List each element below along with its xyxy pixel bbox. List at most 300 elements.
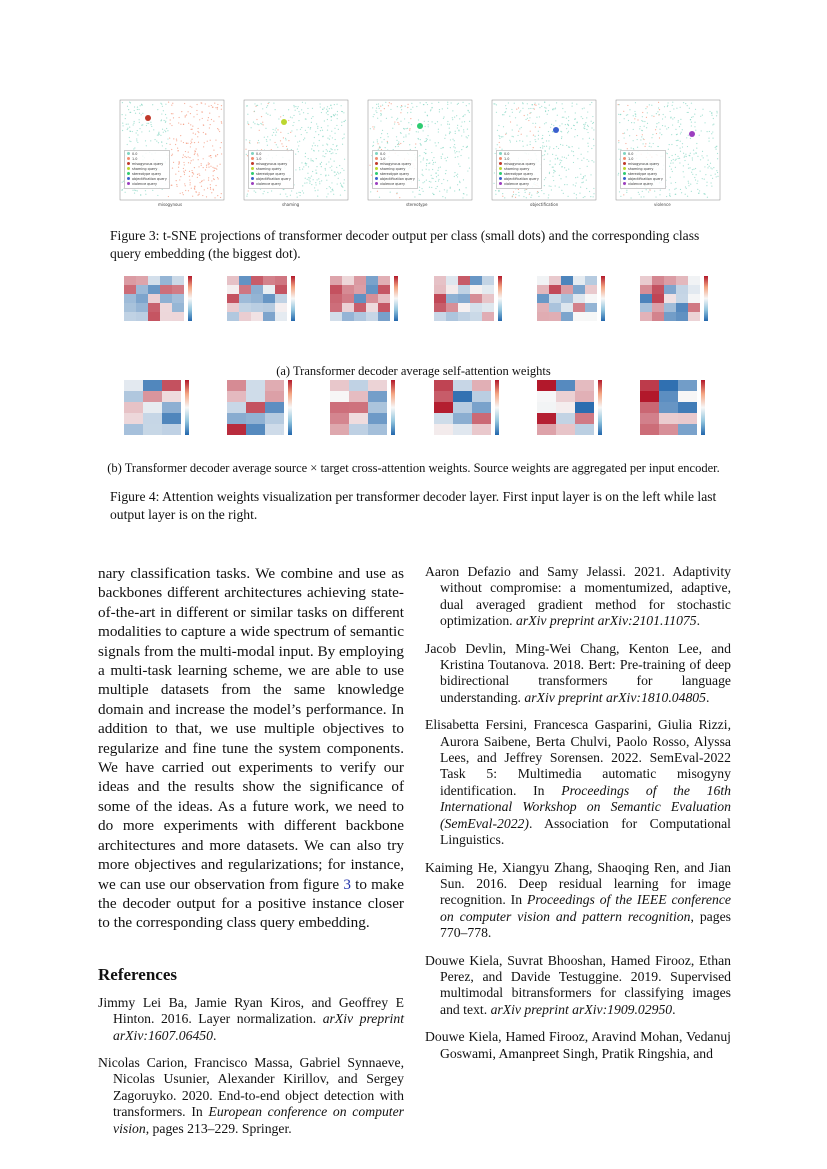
heatmap-cell (124, 276, 136, 285)
tsne-point (184, 172, 185, 173)
tsne-point (428, 169, 429, 170)
heatmap-cell (227, 312, 239, 321)
tsne-point (672, 155, 673, 156)
tsne-point (502, 193, 503, 194)
tsne-point (582, 118, 583, 119)
tsne-point (515, 117, 516, 118)
tsne-point (519, 140, 520, 141)
tsne-point (415, 147, 416, 148)
tsne-point (689, 108, 690, 109)
reference-entry: Elisabetta Fersini, Francesca Gasparini, Giulia Rizzi, Aurora Saibene, Berta Chulvi, Paolo Rosso, Alyssa Lees, and Jeffrey Sorensen. 2022. SemEval-2022 Task 5: Multimedia automatic misogyny identification. In Proceedings of the 16th International Workshop on Semantic Evaluation (SemEval-2022). Association for Computational Linguistics. (425, 717, 731, 848)
tsne-point (253, 122, 254, 123)
tsne-point (254, 111, 255, 112)
tsne-point (667, 102, 668, 103)
tsne-point (553, 180, 554, 181)
tsne-point (261, 124, 262, 125)
heatmap-cell (342, 303, 354, 312)
tsne-point (139, 119, 140, 120)
tsne-point (283, 189, 284, 190)
tsne-point (295, 135, 296, 136)
heatmap-cell (162, 380, 181, 391)
tsne-point (139, 113, 140, 114)
tsne-point (424, 152, 425, 153)
tsne-point (618, 104, 619, 105)
tsne-point (259, 130, 260, 131)
tsne-point (214, 170, 215, 171)
tsne-point (298, 145, 299, 146)
heatmap-cell (434, 294, 446, 303)
tsne-point (334, 149, 335, 150)
tsne-point (137, 190, 138, 191)
tsne-point (170, 144, 171, 145)
tsne-point (338, 178, 339, 179)
tsne-point (170, 119, 171, 120)
tsne-point (304, 183, 305, 184)
tsne-point (183, 162, 184, 163)
tsne-point (676, 145, 677, 146)
tsne-point (326, 188, 327, 189)
tsne-point (426, 180, 427, 181)
tsne-point (215, 168, 216, 169)
tsne-point (639, 128, 640, 129)
tsne-point (467, 146, 468, 147)
tsne-point (618, 140, 619, 141)
tsne-point (217, 128, 218, 129)
tsne-point (318, 150, 319, 151)
tsne-point (423, 130, 424, 131)
tsne-point (312, 160, 313, 161)
tsne-point (671, 169, 672, 170)
heatmap-cell (354, 303, 366, 312)
tsne-point (246, 196, 247, 197)
heatmap-cell (458, 285, 470, 294)
tsne-point (455, 152, 456, 153)
tsne-point (584, 126, 585, 127)
tsne-point (552, 176, 553, 177)
tsne-point (377, 141, 378, 142)
tsne-point (408, 133, 409, 134)
tsne-point (247, 121, 248, 122)
tsne-point (457, 176, 458, 177)
tsne-point (458, 163, 459, 164)
tsne-point (659, 109, 660, 110)
tsne-point (438, 167, 439, 168)
tsne-point (459, 118, 460, 119)
tsne-point (185, 190, 186, 191)
tsne-point (574, 125, 575, 126)
heatmap-cell (263, 312, 275, 321)
references-heading: References (98, 964, 177, 984)
tsne-point (208, 117, 209, 118)
tsne-point (300, 129, 301, 130)
tsne-point (659, 137, 660, 138)
tsne-point (276, 132, 277, 133)
tsne-point (561, 123, 562, 124)
tsne-point (207, 120, 208, 121)
tsne-point (326, 164, 327, 165)
tsne-point (381, 133, 382, 134)
tsne-point (327, 138, 328, 139)
heatmap-cell (585, 276, 597, 285)
tsne-point (702, 151, 703, 152)
tsne-point (674, 189, 675, 190)
heatmap-cell (537, 391, 556, 402)
heatmap-cell (678, 380, 697, 391)
tsne-point (169, 137, 170, 138)
tsne-point (529, 194, 530, 195)
tsne-point (586, 179, 587, 180)
tsne-point (215, 156, 216, 157)
tsne-point (455, 131, 456, 132)
tsne-point (310, 160, 311, 161)
tsne-point (336, 104, 337, 105)
tsne-point (202, 111, 203, 112)
tsne-point (562, 108, 563, 109)
heatmap-cell (472, 380, 491, 391)
tsne-point (711, 133, 712, 134)
tsne-point (703, 193, 704, 194)
tsne-point (315, 131, 316, 132)
tsne-point (190, 113, 191, 114)
tsne-point (197, 114, 198, 115)
heatmap-cell (124, 303, 136, 312)
tsne-point (219, 131, 220, 132)
heatmap-cell (251, 285, 263, 294)
heatmap-cell (172, 285, 184, 294)
tsne-point (325, 168, 326, 169)
tsne-point (669, 157, 670, 158)
tsne-point (680, 119, 681, 120)
tsne-point (275, 134, 276, 135)
tsne-point (510, 141, 511, 142)
tsne-point (544, 185, 545, 186)
heatmap-cell (160, 294, 172, 303)
tsne-point (583, 127, 584, 128)
tsne-point (203, 167, 204, 168)
tsne-point (293, 105, 294, 106)
tsne-point (134, 110, 135, 111)
tsne-point (326, 180, 327, 181)
tsne-point (305, 119, 306, 120)
tsne-point (655, 129, 656, 130)
tsne-point (535, 141, 536, 142)
tsne-point (215, 107, 216, 108)
tsne-point (167, 130, 168, 131)
tsne-point (388, 136, 389, 137)
tsne-point (706, 155, 707, 156)
tsne-point (372, 146, 373, 147)
tsne-point (443, 179, 444, 180)
tsne-point (303, 112, 304, 113)
heatmap-cell (664, 294, 676, 303)
tsne-point (307, 173, 308, 174)
tsne-point (373, 141, 374, 142)
tsne-point (674, 117, 675, 118)
tsne-point (374, 126, 375, 127)
tsne-point (552, 109, 553, 110)
tsne-point (447, 180, 448, 181)
tsne-point (647, 112, 648, 113)
tsne-point (331, 153, 332, 154)
tsne-point (129, 127, 130, 128)
tsne-point (405, 136, 406, 137)
tsne-point (423, 159, 424, 160)
tsne-point (564, 157, 565, 158)
tsne-point (149, 131, 150, 132)
tsne-point (466, 194, 467, 195)
heatmap-cell (434, 276, 446, 285)
tsne-point (388, 105, 389, 106)
tsne-point (407, 112, 408, 113)
figure-3-link[interactable]: 3 (343, 875, 351, 893)
tsne-point (370, 128, 371, 129)
tsne-point (297, 108, 298, 109)
tsne-point (555, 158, 556, 159)
tsne-point (186, 142, 187, 143)
heatmap-cell (227, 276, 239, 285)
tsne-point (411, 103, 412, 104)
tsne-point (533, 108, 534, 109)
tsne-point (519, 128, 520, 129)
heatmap-cell (148, 312, 160, 321)
tsne-point (663, 114, 664, 115)
tsne-point (591, 160, 592, 161)
heatmap-cell (659, 380, 678, 391)
tsne-point (715, 149, 716, 150)
heatmap-cell (585, 312, 597, 321)
heatmap-cell (124, 312, 136, 321)
tsne-point (587, 143, 588, 144)
tsne-point (708, 138, 709, 139)
attention-heatmap-layer-3 (318, 380, 410, 450)
tsne-point (568, 155, 569, 156)
tsne-point (545, 122, 546, 123)
heatmap-cell (556, 413, 575, 424)
tsne-point (463, 129, 464, 130)
tsne-point (327, 106, 328, 107)
tsne-point (432, 164, 433, 165)
heatmap-cell (678, 424, 697, 435)
tsne-point (521, 134, 522, 135)
tsne-point (676, 108, 677, 109)
tsne-point (693, 150, 694, 151)
tsne-point (310, 127, 311, 128)
tsne-point (706, 182, 707, 183)
tsne-point (672, 118, 673, 119)
tsne-point (494, 172, 495, 173)
tsne-point (542, 155, 543, 156)
tsne-point (715, 173, 716, 174)
tsne-point (712, 178, 713, 179)
tsne-point (302, 169, 303, 170)
heatmap-cell (330, 276, 342, 285)
tsne-point (462, 197, 463, 198)
tsne-point (266, 107, 267, 108)
tsne-point (334, 128, 335, 129)
tsne-point (382, 130, 383, 131)
heatmap-cell (368, 413, 387, 424)
tsne-point (178, 161, 179, 162)
tsne-point (179, 179, 180, 180)
tsne-point (387, 133, 388, 134)
tsne-point (553, 148, 554, 149)
heatmap-cell (434, 285, 446, 294)
tsne-point (280, 132, 281, 133)
tsne-point (142, 113, 143, 114)
tsne-point (629, 109, 630, 110)
tsne-point (249, 142, 250, 143)
tsne-point (316, 184, 317, 185)
tsne-point (710, 182, 711, 183)
tsne-point (678, 158, 679, 159)
tsne-point (467, 170, 468, 171)
tsne-point (715, 147, 716, 148)
tsne-point (523, 196, 524, 197)
tsne-point (673, 108, 674, 109)
tsne-point (692, 157, 693, 158)
tsne-point (571, 128, 572, 129)
tsne-point (295, 169, 296, 170)
heatmap-cell (368, 402, 387, 413)
heatmap-cell (446, 294, 458, 303)
heatmap-cell (585, 285, 597, 294)
tsne-point (635, 102, 636, 103)
tsne-point (380, 115, 381, 116)
heatmap-cell (573, 285, 585, 294)
tsne-point (589, 138, 590, 139)
heatmap-cell (330, 424, 349, 435)
tsne-point (527, 103, 528, 104)
heatmap-cell (227, 303, 239, 312)
tsne-point (172, 168, 173, 169)
tsne-point (264, 191, 265, 192)
tsne-point (503, 114, 504, 115)
tsne-point (315, 145, 316, 146)
tsne-point (669, 144, 670, 145)
tsne-point (139, 128, 140, 129)
tsne-point (513, 191, 514, 192)
tsne-point (173, 117, 174, 118)
tsne-point (493, 103, 494, 104)
heatmap-cell (659, 413, 678, 424)
tsne-point (640, 126, 641, 127)
tsne-point (634, 111, 635, 112)
tsne-point (449, 133, 450, 134)
tsne-point (316, 166, 317, 167)
tsne-point (133, 123, 134, 124)
tsne-point (160, 135, 161, 136)
tsne-point (440, 166, 441, 167)
attention-heatmap-layer-2 (215, 380, 307, 450)
tsne-point (208, 179, 209, 180)
tsne-point (426, 163, 427, 164)
tsne-point (548, 140, 549, 141)
tsne-point (128, 109, 129, 110)
tsne-point (212, 167, 213, 168)
tsne-point (211, 105, 212, 106)
tsne-point (450, 187, 451, 188)
tsne-point (565, 124, 566, 125)
tsne-point (299, 195, 300, 196)
tsne-point (544, 123, 545, 124)
tsne-point (323, 151, 324, 152)
tsne-point (314, 137, 315, 138)
tsne-point (551, 124, 552, 125)
heatmap-cell (482, 312, 494, 321)
heatmap-cell (136, 276, 148, 285)
tsne-point (685, 186, 686, 187)
tsne-point (431, 121, 432, 122)
tsne-point (396, 119, 397, 120)
tsne-point (277, 147, 278, 148)
tsne-point (209, 163, 210, 164)
tsne-point (619, 122, 620, 123)
tsne-point (280, 116, 281, 117)
tsne-point (373, 114, 374, 115)
tsne-point (688, 164, 689, 165)
right-column (425, 564, 731, 1073)
tsne-point (538, 135, 539, 136)
tsne-point (457, 127, 458, 128)
tsne-point (692, 174, 693, 175)
tsne-point (158, 134, 159, 135)
tsne-point (320, 130, 321, 131)
tsne-point (642, 134, 643, 135)
tsne-point (533, 147, 534, 148)
tsne-point (176, 184, 177, 185)
heatmap-cell (251, 294, 263, 303)
tsne-point (204, 189, 205, 190)
tsne-point (319, 183, 320, 184)
tsne-point (454, 190, 455, 191)
tsne-point (285, 138, 286, 139)
tsne-point (145, 194, 146, 195)
tsne-point (432, 160, 433, 161)
tsne-point (583, 177, 584, 178)
tsne-point (337, 114, 338, 115)
tsne-point (298, 106, 299, 107)
tsne-point (344, 134, 345, 135)
tsne-point (196, 148, 197, 149)
tsne-point (690, 138, 691, 139)
tsne-point (184, 103, 185, 104)
tsne-point (260, 123, 261, 124)
tsne-point (682, 143, 683, 144)
tsne-point (197, 195, 198, 196)
tsne-point (469, 103, 470, 104)
tsne-point (175, 174, 176, 175)
tsne-point (642, 112, 643, 113)
tsne-point (319, 140, 320, 141)
reference-entry: Douwe Kiela, Hamed Firooz, Aravind Mohan, Vedanuj Goswami, Amanpreet Singh, Pratik Ringshia, and (425, 1029, 731, 1061)
tsne-point (158, 142, 159, 143)
tsne-point (561, 136, 562, 137)
tsne-point (270, 139, 271, 140)
tsne-point (391, 103, 392, 104)
tsne-point (418, 119, 419, 120)
tsne-point (213, 149, 214, 150)
attention-heatmap-layer-4 (422, 276, 514, 362)
heatmap-cell (162, 413, 181, 424)
heatmap-cell (470, 294, 482, 303)
tsne-point (305, 102, 306, 103)
tsne-point (129, 137, 130, 138)
tsne-point (583, 158, 584, 159)
tsne-point (512, 136, 513, 137)
tsne-point (582, 108, 583, 109)
tsne-point (561, 160, 562, 161)
heatmap-cell (537, 312, 549, 321)
